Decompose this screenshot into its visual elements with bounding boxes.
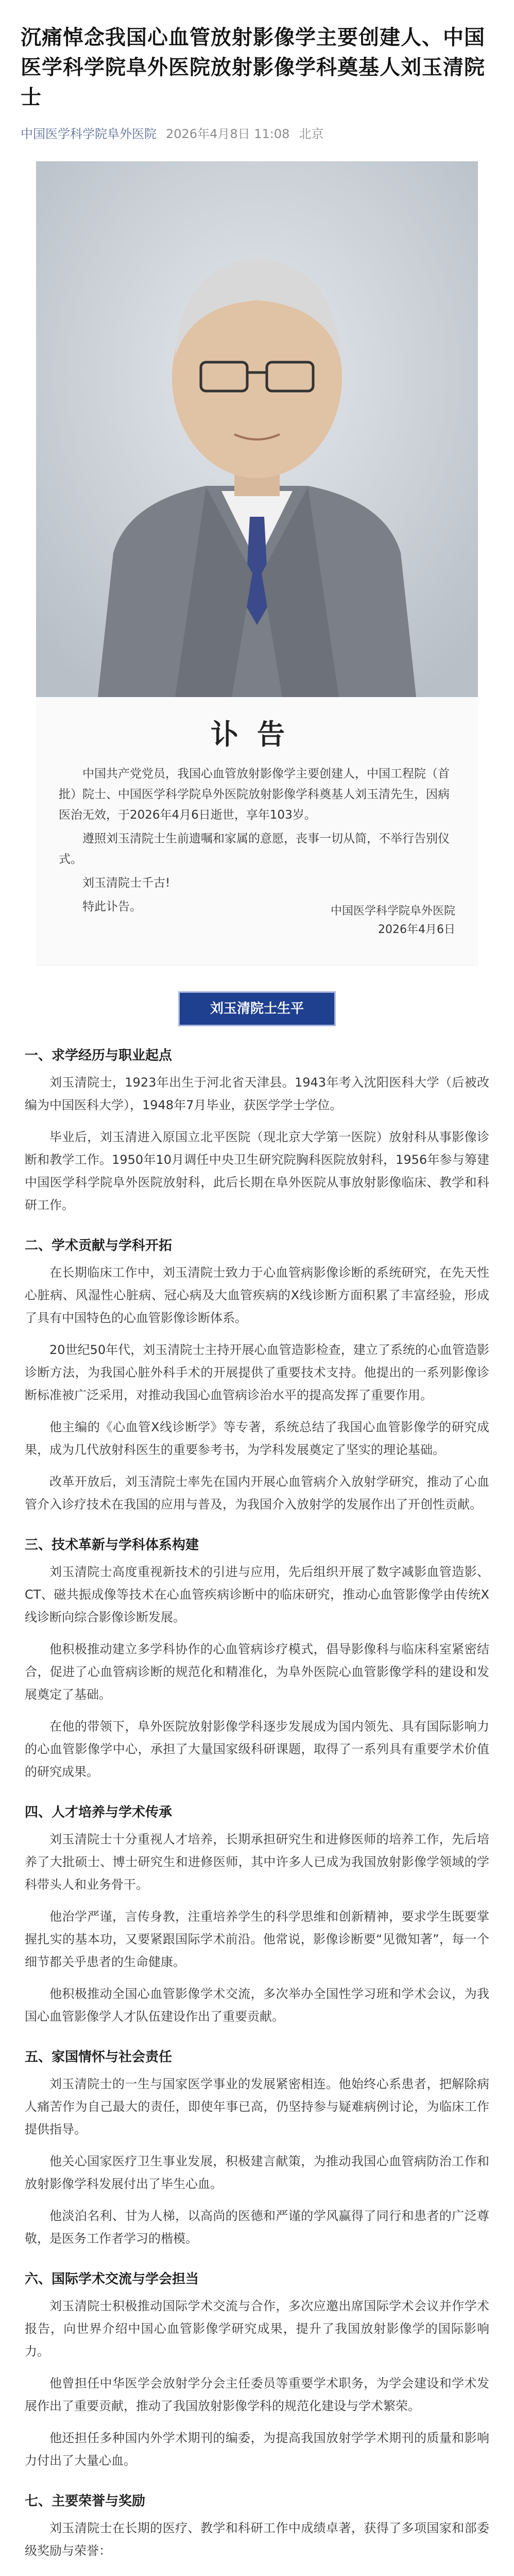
section-paragraph: 刘玉清院士的一生与国家医学事业的发展紧密相连。他始终心系患者，把解除病人痛苦作为自己最大的责任，即使年事已高，仍坚持参与疑难病例讨论，为临床工作提供指导。 (25, 2077, 489, 2137)
section-title: 三、技术革新与学科体系构建 (25, 1537, 199, 1553)
signature-org: 中国医学科学院阜外医院 (330, 905, 455, 918)
section-paragraph: 刘玉清院士在长期的医疗、教学和科研工作中成绩卓著，获得了多项国家和部委级奖励与荣誉： (25, 2521, 489, 2558)
section-paragraph: 他积极推动建立多学科协作的心血管病诊疗模式，倡导影像科与临床科室紧密结合，促进了心血管病诊断的规范化和精准化，为阜外医院心血管影像学科的建设和发展奠定了基础。 (25, 1642, 489, 1702)
notice-heading: 讣告 (211, 718, 303, 751)
list-item (25, 2571, 489, 2576)
section-paragraph: 改革开放后，刘玉清院士率先在国内开展心血管病介入放射学研究，推动了心血管介入诊疗技术在我国的应用与普及，为我国介入放射学的发展作出了开创性贡献。 (25, 1475, 489, 1512)
section-paragraph: 20世纪50年代，刘玉清院士主持开展心血管造影检查，建立了系统的心血管造影诊断方法，为我国心脏外科手术的开展提供了重要技术支持。他提出的一系列影像诊断标准被广泛采用，对推动我国心血管病诊治水平的提高发挥了重要作用。 (25, 1343, 489, 1402)
section-paragraph: 他关心国家医疗卫生事业发展，积极建言献策，为推动我国心血管病防治工作和放射影像学科发展付出了毕生心血。 (25, 2154, 489, 2191)
section-paragraph: 他淡泊名利、甘为人梯，以高尚的医德和严谨的学风赢得了同行和患者的广泛尊敬，是医务工作者学习的楷模。 (25, 2209, 489, 2246)
notice-paragraph: 中国共产党党员，我国心血管放射影像学主要创建人，中国工程院（首批）院士、中国医学科学院阜外医院放射影像学科奠基人刘玉清先生，因病医治无效，于2026年4月6日逝世，享年103岁。 (59, 767, 450, 822)
section-paragraph: 在长期临床工作中，刘玉清院士致力于心血管病影像诊断的系统研究，在先天性心脏病、风湿性心脏病、冠心病及大血管疾病的X线诊断方面积累了丰富经验，形成了具有中国特色的心血管影像诊断体系。 (25, 1265, 489, 1325)
notice-signature (331, 902, 455, 939)
signature-date: 2026年4月6日 (378, 923, 455, 936)
section-title: 五、家国情怀与社会责任 (25, 2049, 173, 2065)
section-paragraph: 在他的带领下，阜外医院放射影像学科逐步发展成为国内领先、具有国际影响力的心血管影像学中心，承担了大量国家级科研课题，取得了一系列具有重要学术价值的研究成果。 (25, 1719, 489, 1779)
article-title: 沉痛悼念我国心血管放射影像学主要创建人、中国医学科学院阜外医院放射影像学科奠基人刘玉清院士 (21, 26, 485, 109)
article-meta (21, 124, 493, 142)
section-title: 一、求学经历与职业起点 (25, 1048, 173, 1063)
article-header (0, 0, 514, 142)
section-paragraph: 他积极推动全国心血管影像学术交流，多次举办全国性学习班和学术会议，为我国心血管影像学人才队伍建设作出了重要贡献。 (25, 1987, 489, 2024)
notice-paragraph: 遵照刘玉清院士生前遗嘱和家属的意愿，丧事一切从简，不举行告别仪式。 (59, 832, 450, 866)
section-paragraph: 他曾担任中华医学会放射学分会主任委员等重要学术职务，为学会建设和学术发展作出了重要贡献，推动了我国放射影像学科的规范化建设与学术繁荣。 (25, 2376, 489, 2413)
section-title: 二、学术贡献与学科开拓 (25, 1238, 173, 1253)
article-source-link[interactable]: 中国医学科学院阜外医院 (21, 127, 157, 141)
article-location: 北京 (299, 127, 324, 141)
notice-paragraph: 特此讣告。 (82, 900, 142, 913)
section-paragraph: 他还担任多种国内外学术期刊的编委，为提高我国放射学学术期刊的质量和影响力付出了大量心血。 (25, 2431, 489, 2468)
section-paragraph: 刘玉清院士积极推动国际学术交流与合作，多次应邀出席国际学术会议并作学术报告，向世界介绍中国心血管影像学研究成果，提升了我国放射影像学的国际影响力。 (25, 2299, 489, 2359)
biography-banner: 刘玉清院士生平 (178, 991, 336, 1026)
section-title: 四、人才培养与学术传承 (25, 1805, 173, 1820)
section-paragraph: 刘玉清院士高度重视新技术的引进与应用，先后组织开展了数字减影血管造影、CT、磁共振成像等技术在心血管疾病诊断中的临床研究，推动心血管影像学由传统X线诊断向综合影像诊断发展。 (25, 1565, 489, 1624)
section-paragraph: 刘玉清院士，1923年出生于河北省天津县。1943年考入沈阳医科大学（后被改编为中国医科大学），1948年7月毕业，获医学学士学位。 (25, 1075, 489, 1112)
section-paragraph: 刘玉清院士十分重视人才培养，长期承担研究生和进修医师的培养工作，先后培养了大批硕士、博士研究生和进修医师，其中许多人已成为我国放射影像学领域的学科带头人和业务骨干。 (25, 1832, 489, 1892)
portrait-illustration (36, 161, 478, 697)
obituary-notice (36, 697, 478, 965)
section-title: 七、主要荣誉与奖励 (25, 2494, 146, 2509)
section-paragraph: 他主编的《心血管X线诊断学》等专著，系统总结了我国心血管影像学的研究成果，成为几代放射科医生的重要参考书，为学科发展奠定了坚实的理论基础。 (25, 1420, 489, 1457)
biography-body (0, 1045, 514, 2576)
honors-list (25, 2571, 489, 2576)
portrait-photo (36, 161, 478, 697)
section-title: 六、国际学术交流与学会担当 (25, 2272, 199, 2287)
article-date: 2026年4月8日 11:08 (166, 127, 290, 141)
section-paragraph: 他治学严谨，言传身教，注重培养学生的科学思维和创新精神，要求学生既要掌握扎实的基本功，又要紧跟国际学术前沿。他常说，影像诊断要“见微知著”，每一个细节都关乎患者的生命健康。 (25, 1909, 489, 1969)
section-paragraph: 毕业后，刘玉清进入原国立北平医院（现北京大学第一医院）放射科从事影像诊断和教学工作。1950年10月调任中央卫生研究院胸科医院放射科，1956年参与筹建中国医学科学院阜外医院放射科，此后长期在阜外医院从事放射影像临床、教学和科研工作。 (25, 1130, 489, 1212)
notice-paragraph: 刘玉清院士千古! (82, 876, 170, 890)
